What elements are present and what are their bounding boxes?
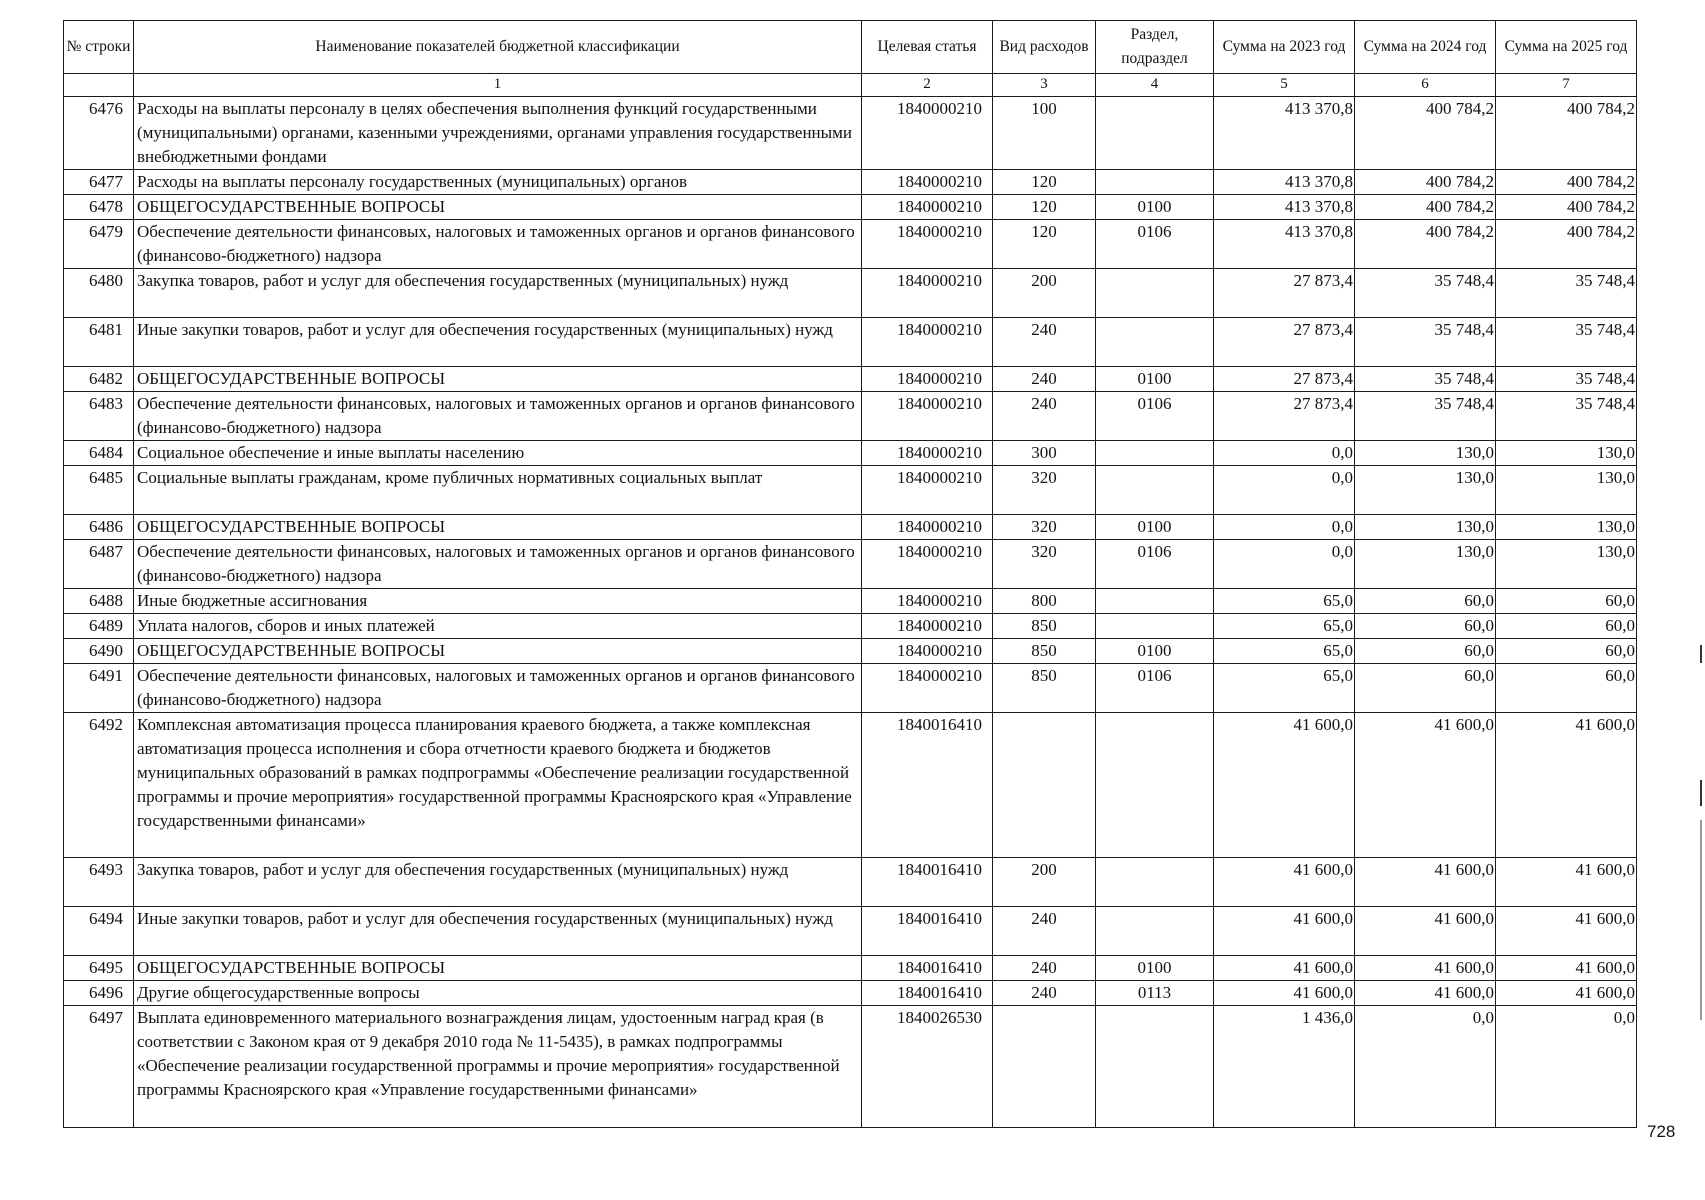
table-row [64, 858, 1637, 907]
colnum-4: 4 [1096, 74, 1214, 97]
table-row [64, 367, 1637, 392]
sum-2023: 41 600,0 [1214, 907, 1355, 956]
row-number: 6476 [64, 97, 134, 170]
header-vid: Вид расходов [993, 21, 1096, 74]
row-name: ОБЩЕГОСУДАРСТВЕННЫЕ ВОПРОСЫ [134, 639, 862, 664]
sum-2023: 0,0 [1214, 466, 1355, 515]
expense-type: 120 [993, 220, 1096, 269]
sum-2024: 400 784,2 [1355, 195, 1496, 220]
table-body [64, 97, 1637, 1128]
sum-2023: 27 873,4 [1214, 367, 1355, 392]
section-code [1096, 907, 1214, 956]
scan-edge-mark [1700, 645, 1702, 663]
scan-edge-mark [1700, 820, 1702, 1020]
sum-2024: 130,0 [1355, 515, 1496, 540]
table-row [64, 614, 1637, 639]
section-code [1096, 713, 1214, 858]
target-code: 1840000210 [862, 639, 993, 664]
row-number: 6488 [64, 589, 134, 614]
header-row-no: № строки [64, 21, 134, 74]
colnum-1: 1 [134, 74, 862, 97]
target-code: 1840016410 [862, 956, 993, 981]
section-code [1096, 466, 1214, 515]
row-number: 6497 [64, 1006, 134, 1128]
header-razdel: Раздел, подраздел [1096, 21, 1214, 74]
row-name: Уплата налогов, сборов и иных платежей [134, 614, 862, 639]
sum-2025: 400 784,2 [1496, 170, 1637, 195]
table-row [64, 589, 1637, 614]
target-code: 1840000210 [862, 466, 993, 515]
sum-2024: 41 600,0 [1355, 907, 1496, 956]
sum-2025: 60,0 [1496, 639, 1637, 664]
row-number: 6490 [64, 639, 134, 664]
row-number: 6479 [64, 220, 134, 269]
section-code: 0100 [1096, 639, 1214, 664]
row-number: 6485 [64, 466, 134, 515]
sum-2024: 41 600,0 [1355, 713, 1496, 858]
table-row [64, 170, 1637, 195]
sum-2025: 0,0 [1496, 1006, 1637, 1128]
sum-2024: 60,0 [1355, 664, 1496, 713]
table-row [64, 639, 1637, 664]
expense-type: 240 [993, 318, 1096, 367]
table-row [64, 956, 1637, 981]
colnum-7: 7 [1496, 74, 1637, 97]
sum-2024: 35 748,4 [1355, 318, 1496, 367]
sum-2023: 41 600,0 [1214, 956, 1355, 981]
row-number: 6478 [64, 195, 134, 220]
target-code: 1840000210 [862, 392, 993, 441]
table-row [64, 981, 1637, 1006]
sum-2025: 60,0 [1496, 664, 1637, 713]
row-name: Расходы на выплаты персоналу государственных (муниципальных) органов [134, 170, 862, 195]
section-code [1096, 170, 1214, 195]
colnum-3: 3 [993, 74, 1096, 97]
target-code: 1840000210 [862, 170, 993, 195]
section-code: 0106 [1096, 220, 1214, 269]
target-code: 1840000210 [862, 589, 993, 614]
table-row [64, 713, 1637, 858]
section-code: 0100 [1096, 515, 1214, 540]
row-name: Иные закупки товаров, работ и услуг для обеспечения государственных (муниципальных) нужд [134, 907, 862, 956]
table-row [64, 540, 1637, 589]
sum-2024: 130,0 [1355, 466, 1496, 515]
sum-2025: 130,0 [1496, 441, 1637, 466]
sum-2024: 400 784,2 [1355, 170, 1496, 195]
target-code: 1840000210 [862, 664, 993, 713]
target-code: 1840016410 [862, 858, 993, 907]
sum-2025: 41 600,0 [1496, 858, 1637, 907]
sum-2023: 27 873,4 [1214, 269, 1355, 318]
sum-2023: 65,0 [1214, 614, 1355, 639]
table-row [64, 466, 1637, 515]
sum-2025: 130,0 [1496, 540, 1637, 589]
sum-2023: 65,0 [1214, 664, 1355, 713]
row-number: 6496 [64, 981, 134, 1006]
header-row [64, 21, 1637, 74]
section-code: 0106 [1096, 392, 1214, 441]
sum-2023: 0,0 [1214, 441, 1355, 466]
row-name: Закупка товаров, работ и услуг для обеспечения государственных (муниципальных) нужд [134, 858, 862, 907]
row-number: 6491 [64, 664, 134, 713]
section-code: 0106 [1096, 540, 1214, 589]
section-code: 0106 [1096, 664, 1214, 713]
header-target: Целевая статья [862, 21, 993, 74]
sum-2024: 0,0 [1355, 1006, 1496, 1128]
sum-2024: 60,0 [1355, 614, 1496, 639]
row-name: Обеспечение деятельности финансовых, налоговых и таможенных органов и органов финансового (финансово-бюджетного) надзора [134, 220, 862, 269]
table-row [64, 97, 1637, 170]
budget-table [63, 20, 1637, 1128]
sum-2024: 60,0 [1355, 639, 1496, 664]
row-name: Социальное обеспечение и иные выплаты населению [134, 441, 862, 466]
sum-2023: 41 600,0 [1214, 981, 1355, 1006]
sum-2025: 400 784,2 [1496, 195, 1637, 220]
section-code [1096, 589, 1214, 614]
row-name: Выплата единовременного материального вознаграждения лицам, удостоенным наград края (в соответствии с Законом края от 9 декабря 2010 года № 11-5435), в рамках подпрограммы «Обеспечение реализации государственной программы и прочие мероприятия» государственной программы Красноярского края «Управление государственными финансами» [134, 1006, 862, 1128]
header-sum2023: Сумма на 2023 год [1214, 21, 1355, 74]
target-code: 1840000210 [862, 318, 993, 367]
budget-table-sheet [63, 20, 1636, 1128]
expense-type: 240 [993, 907, 1096, 956]
table-row [64, 195, 1637, 220]
target-code: 1840000210 [862, 515, 993, 540]
expense-type: 850 [993, 614, 1096, 639]
section-code: 0100 [1096, 956, 1214, 981]
expense-type: 200 [993, 269, 1096, 318]
sum-2025: 41 600,0 [1496, 956, 1637, 981]
sum-2023: 27 873,4 [1214, 392, 1355, 441]
expense-type: 320 [993, 540, 1096, 589]
table-row [64, 441, 1637, 466]
sum-2025: 41 600,0 [1496, 713, 1637, 858]
target-code: 1840000210 [862, 195, 993, 220]
section-code: 0113 [1096, 981, 1214, 1006]
colnum-6: 6 [1355, 74, 1496, 97]
expense-type: 240 [993, 392, 1096, 441]
expense-type: 240 [993, 981, 1096, 1006]
scan-edge-mark [1700, 780, 1702, 806]
row-name: ОБЩЕГОСУДАРСТВЕННЫЕ ВОПРОСЫ [134, 956, 862, 981]
sum-2024: 35 748,4 [1355, 367, 1496, 392]
row-name: Иные закупки товаров, работ и услуг для обеспечения государственных (муниципальных) нужд [134, 318, 862, 367]
sum-2025: 41 600,0 [1496, 981, 1637, 1006]
expense-type: 320 [993, 515, 1096, 540]
expense-type: 200 [993, 858, 1096, 907]
expense-type: 300 [993, 441, 1096, 466]
colnum-blank [64, 74, 134, 97]
sum-2025: 41 600,0 [1496, 907, 1637, 956]
row-number: 6493 [64, 858, 134, 907]
sum-2024: 41 600,0 [1355, 858, 1496, 907]
expense-type: 240 [993, 367, 1096, 392]
sum-2023: 65,0 [1214, 589, 1355, 614]
sum-2025: 35 748,4 [1496, 269, 1637, 318]
row-number: 6494 [64, 907, 134, 956]
colnum-2: 2 [862, 74, 993, 97]
section-code [1096, 269, 1214, 318]
row-number: 6484 [64, 441, 134, 466]
table-row [64, 220, 1637, 269]
section-code [1096, 1006, 1214, 1128]
sum-2024: 35 748,4 [1355, 392, 1496, 441]
row-name: ОБЩЕГОСУДАРСТВЕННЫЕ ВОПРОСЫ [134, 515, 862, 540]
sum-2025: 400 784,2 [1496, 220, 1637, 269]
table-row [64, 392, 1637, 441]
row-number: 6483 [64, 392, 134, 441]
row-number: 6480 [64, 269, 134, 318]
sum-2025: 130,0 [1496, 515, 1637, 540]
expense-type [993, 713, 1096, 858]
header-sum2025: Сумма на 2025 год [1496, 21, 1637, 74]
table-row [64, 907, 1637, 956]
sum-2025: 400 784,2 [1496, 97, 1637, 170]
sum-2023: 0,0 [1214, 540, 1355, 589]
expense-type: 320 [993, 466, 1096, 515]
row-name: Комплексная автоматизация процесса планирования краевого бюджета, а также комплексная автоматизация процесса исполнения и сбора отчетности краевого бюджета и бюджетов муниципальных образований в рамках подпрограммы «Обеспечение реализации государственной программы и прочие мероприятия» государственной программы Красноярского края «Управление государственными финансами» [134, 713, 862, 858]
row-number: 6489 [64, 614, 134, 639]
sum-2023: 0,0 [1214, 515, 1355, 540]
sum-2024: 400 784,2 [1355, 97, 1496, 170]
colnum-5: 5 [1214, 74, 1355, 97]
header-name: Наименование показателей бюджетной классификации [134, 21, 862, 74]
section-code [1096, 858, 1214, 907]
column-number-row [64, 74, 1637, 97]
section-code: 0100 [1096, 195, 1214, 220]
target-code: 1840016410 [862, 981, 993, 1006]
sum-2023: 413 370,8 [1214, 170, 1355, 195]
section-code [1096, 614, 1214, 639]
sum-2024: 41 600,0 [1355, 981, 1496, 1006]
section-code [1096, 97, 1214, 170]
row-name: Социальные выплаты гражданам, кроме публичных нормативных социальных выплат [134, 466, 862, 515]
sum-2024: 130,0 [1355, 441, 1496, 466]
page-number: 728 [1647, 1122, 1676, 1141]
expense-type: 850 [993, 664, 1096, 713]
target-code: 1840000210 [862, 269, 993, 318]
sum-2023: 41 600,0 [1214, 713, 1355, 858]
target-code: 1840000210 [862, 614, 993, 639]
expense-type [993, 1006, 1096, 1128]
row-number: 6495 [64, 956, 134, 981]
row-name: Расходы на выплаты персоналу в целях обеспечения выполнения функций государственными (муниципальными) органами, казенными учреждениями, органами управления государственными внебюджетными фондами [134, 97, 862, 170]
target-code: 1840000210 [862, 367, 993, 392]
table-row [64, 1006, 1637, 1128]
sum-2023: 1 436,0 [1214, 1006, 1355, 1128]
row-number: 6482 [64, 367, 134, 392]
row-name: ОБЩЕГОСУДАРСТВЕННЫЕ ВОПРОСЫ [134, 195, 862, 220]
header-sum2024: Сумма на 2024 год [1355, 21, 1496, 74]
expense-type: 120 [993, 195, 1096, 220]
row-number: 6487 [64, 540, 134, 589]
row-name: Обеспечение деятельности финансовых, налоговых и таможенных органов и органов финансового (финансово-бюджетного) надзора [134, 392, 862, 441]
sum-2024: 60,0 [1355, 589, 1496, 614]
sum-2025: 35 748,4 [1496, 367, 1637, 392]
section-code [1096, 318, 1214, 367]
target-code: 1840016410 [862, 907, 993, 956]
expense-type: 240 [993, 956, 1096, 981]
table-row [64, 318, 1637, 367]
row-number: 6477 [64, 170, 134, 195]
sum-2024: 400 784,2 [1355, 220, 1496, 269]
target-code: 1840000210 [862, 220, 993, 269]
row-name: Обеспечение деятельности финансовых, налоговых и таможенных органов и органов финансового (финансово-бюджетного) надзора [134, 664, 862, 713]
sum-2025: 35 748,4 [1496, 318, 1637, 367]
row-number: 6486 [64, 515, 134, 540]
row-name: Закупка товаров, работ и услуг для обеспечения государственных (муниципальных) нужд [134, 269, 862, 318]
target-code: 1840026530 [862, 1006, 993, 1128]
row-number: 6492 [64, 713, 134, 858]
sum-2023: 413 370,8 [1214, 195, 1355, 220]
row-name: Иные бюджетные ассигнования [134, 589, 862, 614]
target-code: 1840016410 [862, 713, 993, 858]
sum-2025: 35 748,4 [1496, 392, 1637, 441]
sum-2023: 413 370,8 [1214, 97, 1355, 170]
expense-type: 100 [993, 97, 1096, 170]
table-row [64, 269, 1637, 318]
sum-2023: 65,0 [1214, 639, 1355, 664]
section-code: 0100 [1096, 367, 1214, 392]
section-code [1096, 441, 1214, 466]
sum-2025: 60,0 [1496, 614, 1637, 639]
table-row [64, 664, 1637, 713]
row-name: Обеспечение деятельности финансовых, налоговых и таможенных органов и органов финансового (финансово-бюджетного) надзора [134, 540, 862, 589]
sum-2023: 27 873,4 [1214, 318, 1355, 367]
target-code: 1840000210 [862, 441, 993, 466]
target-code: 1840000210 [862, 540, 993, 589]
row-name: ОБЩЕГОСУДАРСТВЕННЫЕ ВОПРОСЫ [134, 367, 862, 392]
sum-2023: 413 370,8 [1214, 220, 1355, 269]
sum-2025: 130,0 [1496, 466, 1637, 515]
expense-type: 120 [993, 170, 1096, 195]
sum-2024: 41 600,0 [1355, 956, 1496, 981]
sum-2023: 41 600,0 [1214, 858, 1355, 907]
target-code: 1840000210 [862, 97, 993, 170]
sum-2024: 35 748,4 [1355, 269, 1496, 318]
expense-type: 850 [993, 639, 1096, 664]
sum-2025: 60,0 [1496, 589, 1637, 614]
expense-type: 800 [993, 589, 1096, 614]
row-name: Другие общегосударственные вопросы [134, 981, 862, 1006]
sum-2024: 130,0 [1355, 540, 1496, 589]
row-number: 6481 [64, 318, 134, 367]
table-row [64, 515, 1637, 540]
